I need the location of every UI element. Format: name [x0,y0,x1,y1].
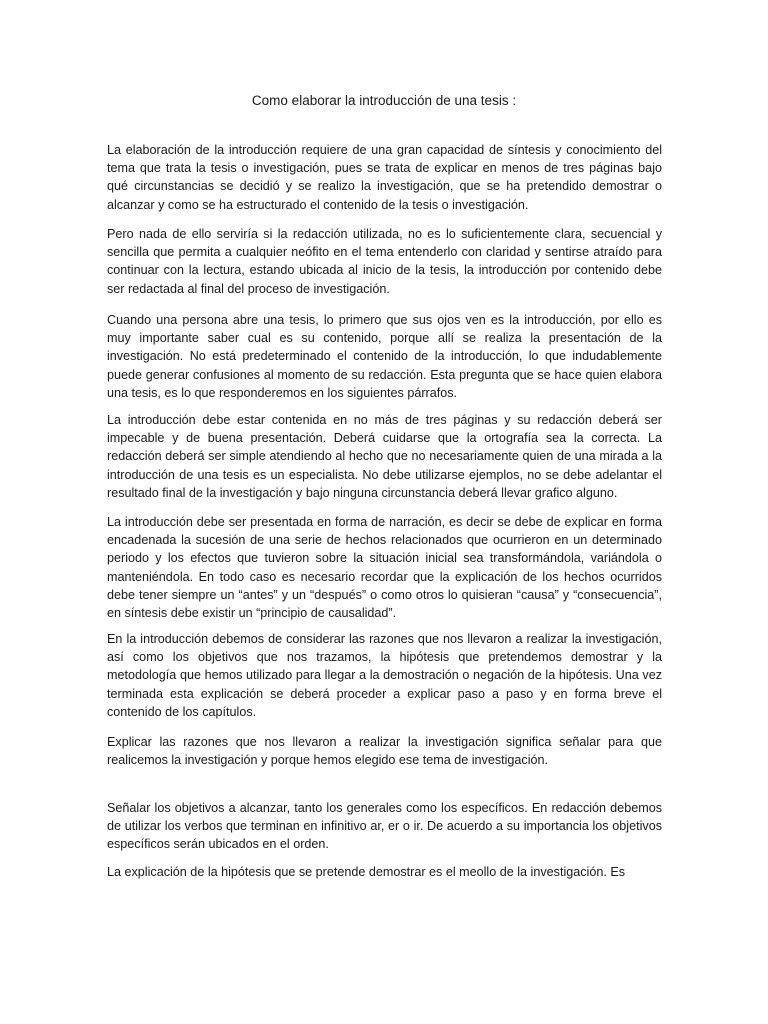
paragraph-2: Pero nada de ello serviría si la redacción utilizada, no es lo suficientemente clara, secuencial y sencilla que permita a cualquier neófito en el tema entenderlo con claridad y sentirse atraído para continuar con la lectura, estando ubicada al inicio de la tesis, la introducción por contenido debe ser redactada al final del proceso de investigación. [107,227,662,296]
paragraph-6: En la introducción debemos de considerar las razones que nos llevaron a realizar la investigación, así como los objetivos que nos trazamos, la hipótesis que pretendemos demostrar y la metodología que hemos utilizado para llegar a la demostración o negación de la hipótesis. Una vez terminada esta explicación se deberá proceder a explicar paso a paso y en forma breve el contenido de los capítulos. [107,632,662,719]
paragraph-3: Cuando una persona abre una tesis, lo primero que sus ojos ven es la introducción, por ello es muy importante saber cual es su contenido, porque allí se realiza la presentación de la investigación. No está predeterminado el contenido de la introducción, lo que indudablemente puede generar confusiones al momento de su redacción. Esta pregunta que se hace quien elabora una tesis, es lo que responderemos en los siguientes párrafos. [107,313,662,400]
paragraph-7: Explicar las razones que nos llevaron a realizar la investigación significa señalar para que realicemos la investigación y porque hemos elegido ese tema de investigación. [107,735,662,768]
paragraph-8: Señalar los objetivos a alcanzar, tanto los generales como los específicos. En redacción debemos de utilizar los verbos que terminan en infinitivo ar, er o ir. De acuerdo a su importancia los objetivos específicos serán ubicados en el orden. [107,801,662,852]
paragraph-5: La introducción debe ser presentada en forma de narración, es decir se debe de explicar en forma encadenada la sucesión de una serie de hechos relacionados que ocurrieron en un determinado periodo y los efectos que tuvieron sobre la situación inicial sea transformándola, variándola o manteniéndola. En todo caso es necesario recordar que la explicación de los hechos ocurridos debe tener siempre un “antes” y un “después” o como otros lo quisieran “causa” y “consecuencia”, en síntesis debe existir un “principio de causalidad”. [107,515,662,621]
paragraph-9: La explicación de la hipótesis que se pretende demostrar es el meollo de la investigación. Es [107,865,626,879]
paragraph-4: La introducción debe estar contenida en no más de tres páginas y su redacción deberá ser impecable y de buena presentación. Deberá cuidarse que la ortografía sea la correcta. La redacción deberá ser simple atendiendo al hecho que no necesariamente quien de una mirada a la introducción de una tesis es un especialista. No debe utilizarse ejemplos, no se debe adelantar el resultado final de la investigación y bajo ninguna circunstancia deberá llevar grafico alguno. [107,413,662,500]
paragraph-1: La elaboración de la introducción requiere de una gran capacidad de síntesis y conocimiento del tema que trata la tesis o investigación, pues se trata de explicar en menos de tres páginas bajo qué circunstancias se decidió y se realizo la investigación, que se ha pretendido demostrar o alcanzar y como se ha estructurado el contenido de la tesis o investigación. [107,143,662,212]
document-title: Como elaborar la introducción de una tesis : [251,93,517,108]
